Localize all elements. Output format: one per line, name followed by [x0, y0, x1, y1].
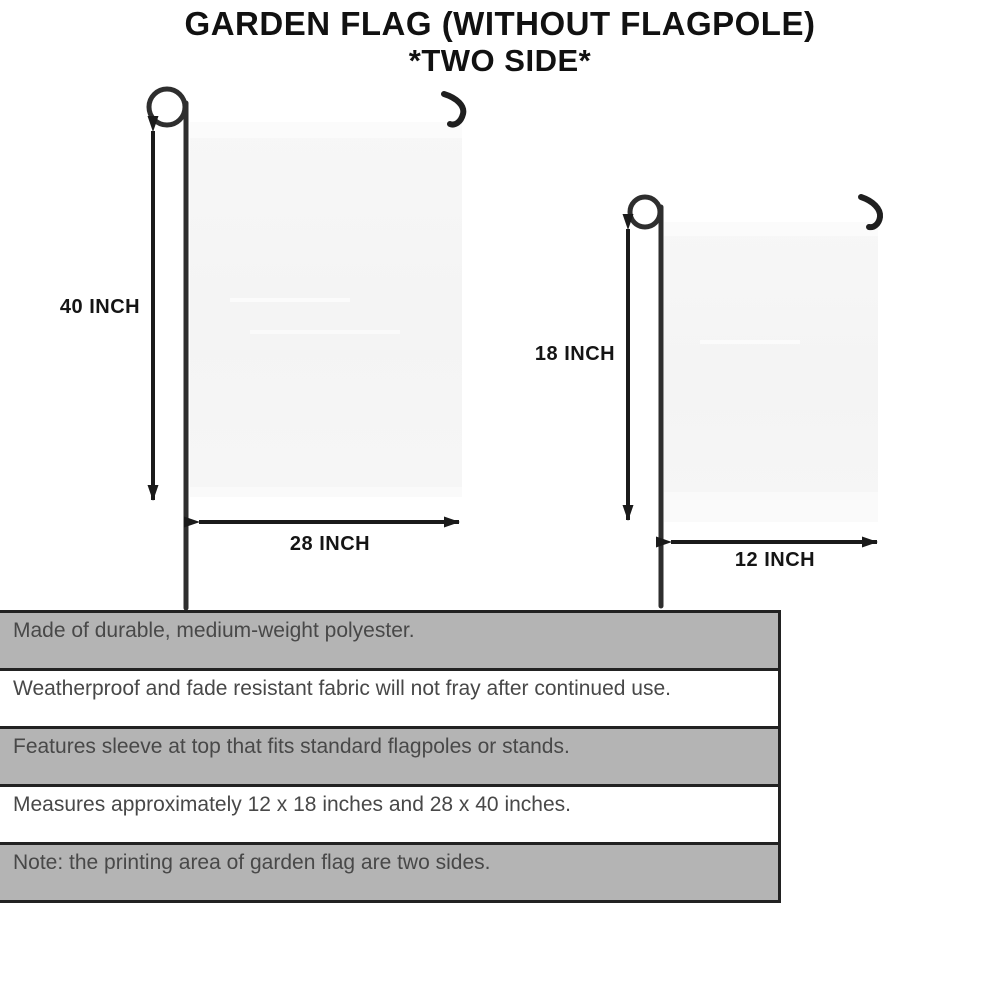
- small-pole-loop-icon: [630, 197, 660, 227]
- small-flag-graphic: [628, 197, 880, 606]
- large-width-label: 28 INCH: [289, 533, 371, 555]
- feature-row: Made of durable, medium-weight polyester.: [0, 613, 778, 668]
- small-flag-crease: [700, 340, 800, 344]
- page-title: GARDEN FLAG (WITHOUT FLAGPOLE): [184, 5, 816, 42]
- large-flag-bottom-fold: [190, 487, 462, 497]
- feature-row: Features sleeve at top that fits standard flagpoles or stands.: [0, 726, 778, 784]
- feature-row: Note: the printing area of garden flag are two sides.: [0, 842, 778, 900]
- feature-row: Weatherproof and fade resistant fabric will not fray after continued use.: [0, 668, 778, 726]
- large-flag-sleeve: [190, 122, 462, 138]
- small-flag-canvas: [664, 222, 878, 522]
- large-height-label: 40 INCH: [59, 296, 141, 318]
- large-flag-graphic: [149, 89, 463, 608]
- feature-row: Measures approximately 12 x 18 inches and 28 x 40 inches.: [0, 784, 778, 842]
- large-pole-hook-icon: [444, 94, 463, 125]
- large-flag-crease: [230, 298, 350, 302]
- small-height-label: 18 INCH: [534, 343, 616, 365]
- small-flag-bottom-fold: [664, 492, 878, 522]
- feature-table: [0, 610, 781, 903]
- large-flag-canvas: [190, 122, 462, 497]
- small-width-label: 12 INCH: [734, 549, 816, 571]
- large-pole-loop-icon: [149, 89, 185, 125]
- small-flag-sleeve: [664, 222, 878, 236]
- page-subtitle: *TWO SIDE*: [408, 43, 592, 78]
- large-flag-crease: [250, 330, 400, 334]
